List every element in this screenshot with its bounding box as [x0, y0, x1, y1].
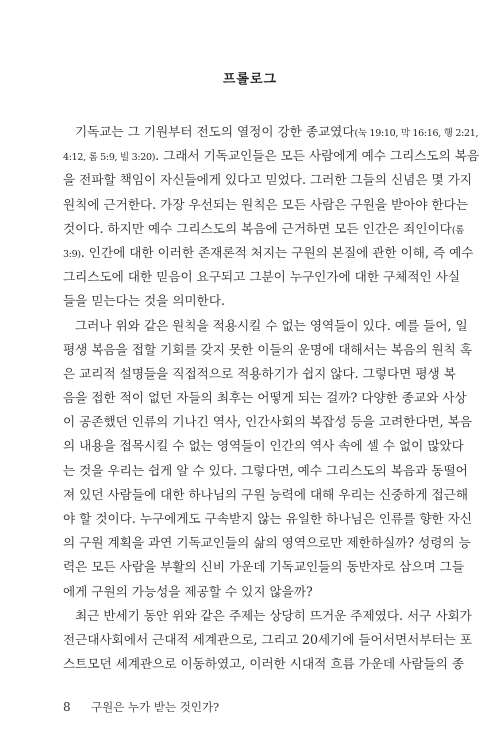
text-segment: 의 구원 계획을 과연 기독교인들의 삶의 영역으로만 제한하실까? 성령의 능 [63, 535, 471, 551]
text-line [63, 289, 447, 313]
text-segment: 에게 구원의 가능성을 제공할 수 있지 않을까? [63, 583, 313, 599]
text-line [63, 652, 464, 676]
text-segment: 전근대사회에서 근대적 세계관으로, 그리고 20세기에 들어서면서부터는 포 [63, 631, 473, 647]
text-line [63, 604, 472, 628]
text-line [63, 217, 465, 241]
text-line [63, 410, 473, 434]
text-segment: 야 할 것이다. 누구에게도 구속받지 않는 유일한 하나님은 인류를 향한 자신 [63, 511, 473, 526]
text-segment: 은 교리적 설명들을 직접적으로 적용하기가 쉽지 않다. 그렇다면 평생 복 [63, 365, 456, 381]
text-line [63, 144, 480, 168]
text-line [63, 193, 468, 217]
text-segment: 의 내용을 접목시킬 수 없는 영역들이 인간의 역사 속에 셀 수 없이 많았다 [63, 438, 464, 454]
text-line [63, 434, 464, 458]
text-segment: 스트모던 세계관으로 이동하였고, 이러한 시대적 흐름 가운데 사람들의 종 [63, 656, 464, 672]
text-line [63, 483, 468, 507]
scripture-citation: 4:12, 롬 5:9, 빌 3:20) [63, 152, 156, 164]
text-segment: 력은 모든 사람을 부활의 신비 가운데 기독교인들의 동반자로 삼으며 그들 [63, 559, 464, 575]
text-line [63, 531, 471, 555]
scripture-citation: (롬 [451, 224, 465, 236]
text-line [63, 507, 473, 531]
text-segment: . 그래서 기독교인들은 모든 사람에게 예수 그리스도의 복음 [155, 148, 480, 164]
scripture-citation: (눅 19:10, 막 16:16, 행 2:21, [354, 128, 479, 139]
scripture-citation: 3:9) [63, 248, 81, 260]
text-line [63, 362, 456, 386]
text-line [63, 120, 479, 144]
text-segment: . 인간에 대한 이러한 존재론적 처지는 구원의 본질에 관한 이해, 즉 예수 [80, 244, 474, 260]
page-footer [63, 699, 219, 715]
text-segment: 것이다. 하지만 예수 그리스도의 복음에 근거하면 모든 인간은 죄인이다 [63, 220, 452, 236]
text-segment: 을 전파할 책임이 자신들에게 있다고 믿었다. 그러한 그들의 신념은 몇 가지 [63, 172, 473, 188]
text-line [63, 265, 460, 289]
text-segment: 최근 반세기 동안 위와 같은 주제는 상당히 뜨거운 주제였다. 서구 사회가 [75, 607, 472, 623]
text-segment: 기독교는 그 기원부터 전도의 열정이 강한 종교였다 [75, 124, 355, 139]
text-segment: 이 공존했던 인류의 기나긴 역사, 인간사회의 복잡성 등을 고려한다면, 복음 [63, 414, 473, 430]
text-segment: 음을 접한 적이 없던 자들의 최후는 어떻게 되는 걸까? 다양한 종교와 사상 [63, 390, 467, 406]
page-number: 8 [63, 700, 71, 714]
text-segment: 그러나 위와 같은 원칙을 적용시킬 수 없는 영역들이 있다. 예를 들어, 일 [75, 317, 468, 333]
text-segment: 평생 복음을 접할 기회를 갖지 못한 이들의 운명에 대해서는 복음의 원칙 혹 [63, 341, 473, 357]
text-segment: 들을 믿는다는 것을 의미한다. [63, 293, 225, 309]
text-line [63, 386, 467, 410]
text-segment: 그리스도에 대한 믿음이 요구되고 그분이 누구인가에 대한 구체적인 사실 [63, 269, 460, 285]
text-line [63, 628, 473, 652]
text-segment: 는 것을 우리는 쉽게 알 수 있다. 그렇다면, 예수 그리스도의 복음과 동떨어 [63, 462, 468, 478]
chapter-title: 프롤로그 [222, 72, 278, 87]
text-line [63, 459, 468, 483]
text-line [63, 555, 464, 579]
text-line [63, 338, 473, 362]
text-segment: 원칙에 근거한다. 가장 우선되는 원칙은 모든 사람은 구원을 받아야 한다는 [63, 196, 468, 212]
body-text [63, 120, 480, 676]
text-line [63, 580, 447, 604]
running-title: 구원은 누가 받는 것인가? [91, 700, 220, 714]
text-line [63, 241, 474, 265]
text-line [63, 314, 468, 338]
text-line [63, 168, 473, 192]
text-segment: 져 있던 사람들에 대한 하나님의 구원 능력에 대해 우리는 신중하게 접근해 [63, 486, 468, 502]
